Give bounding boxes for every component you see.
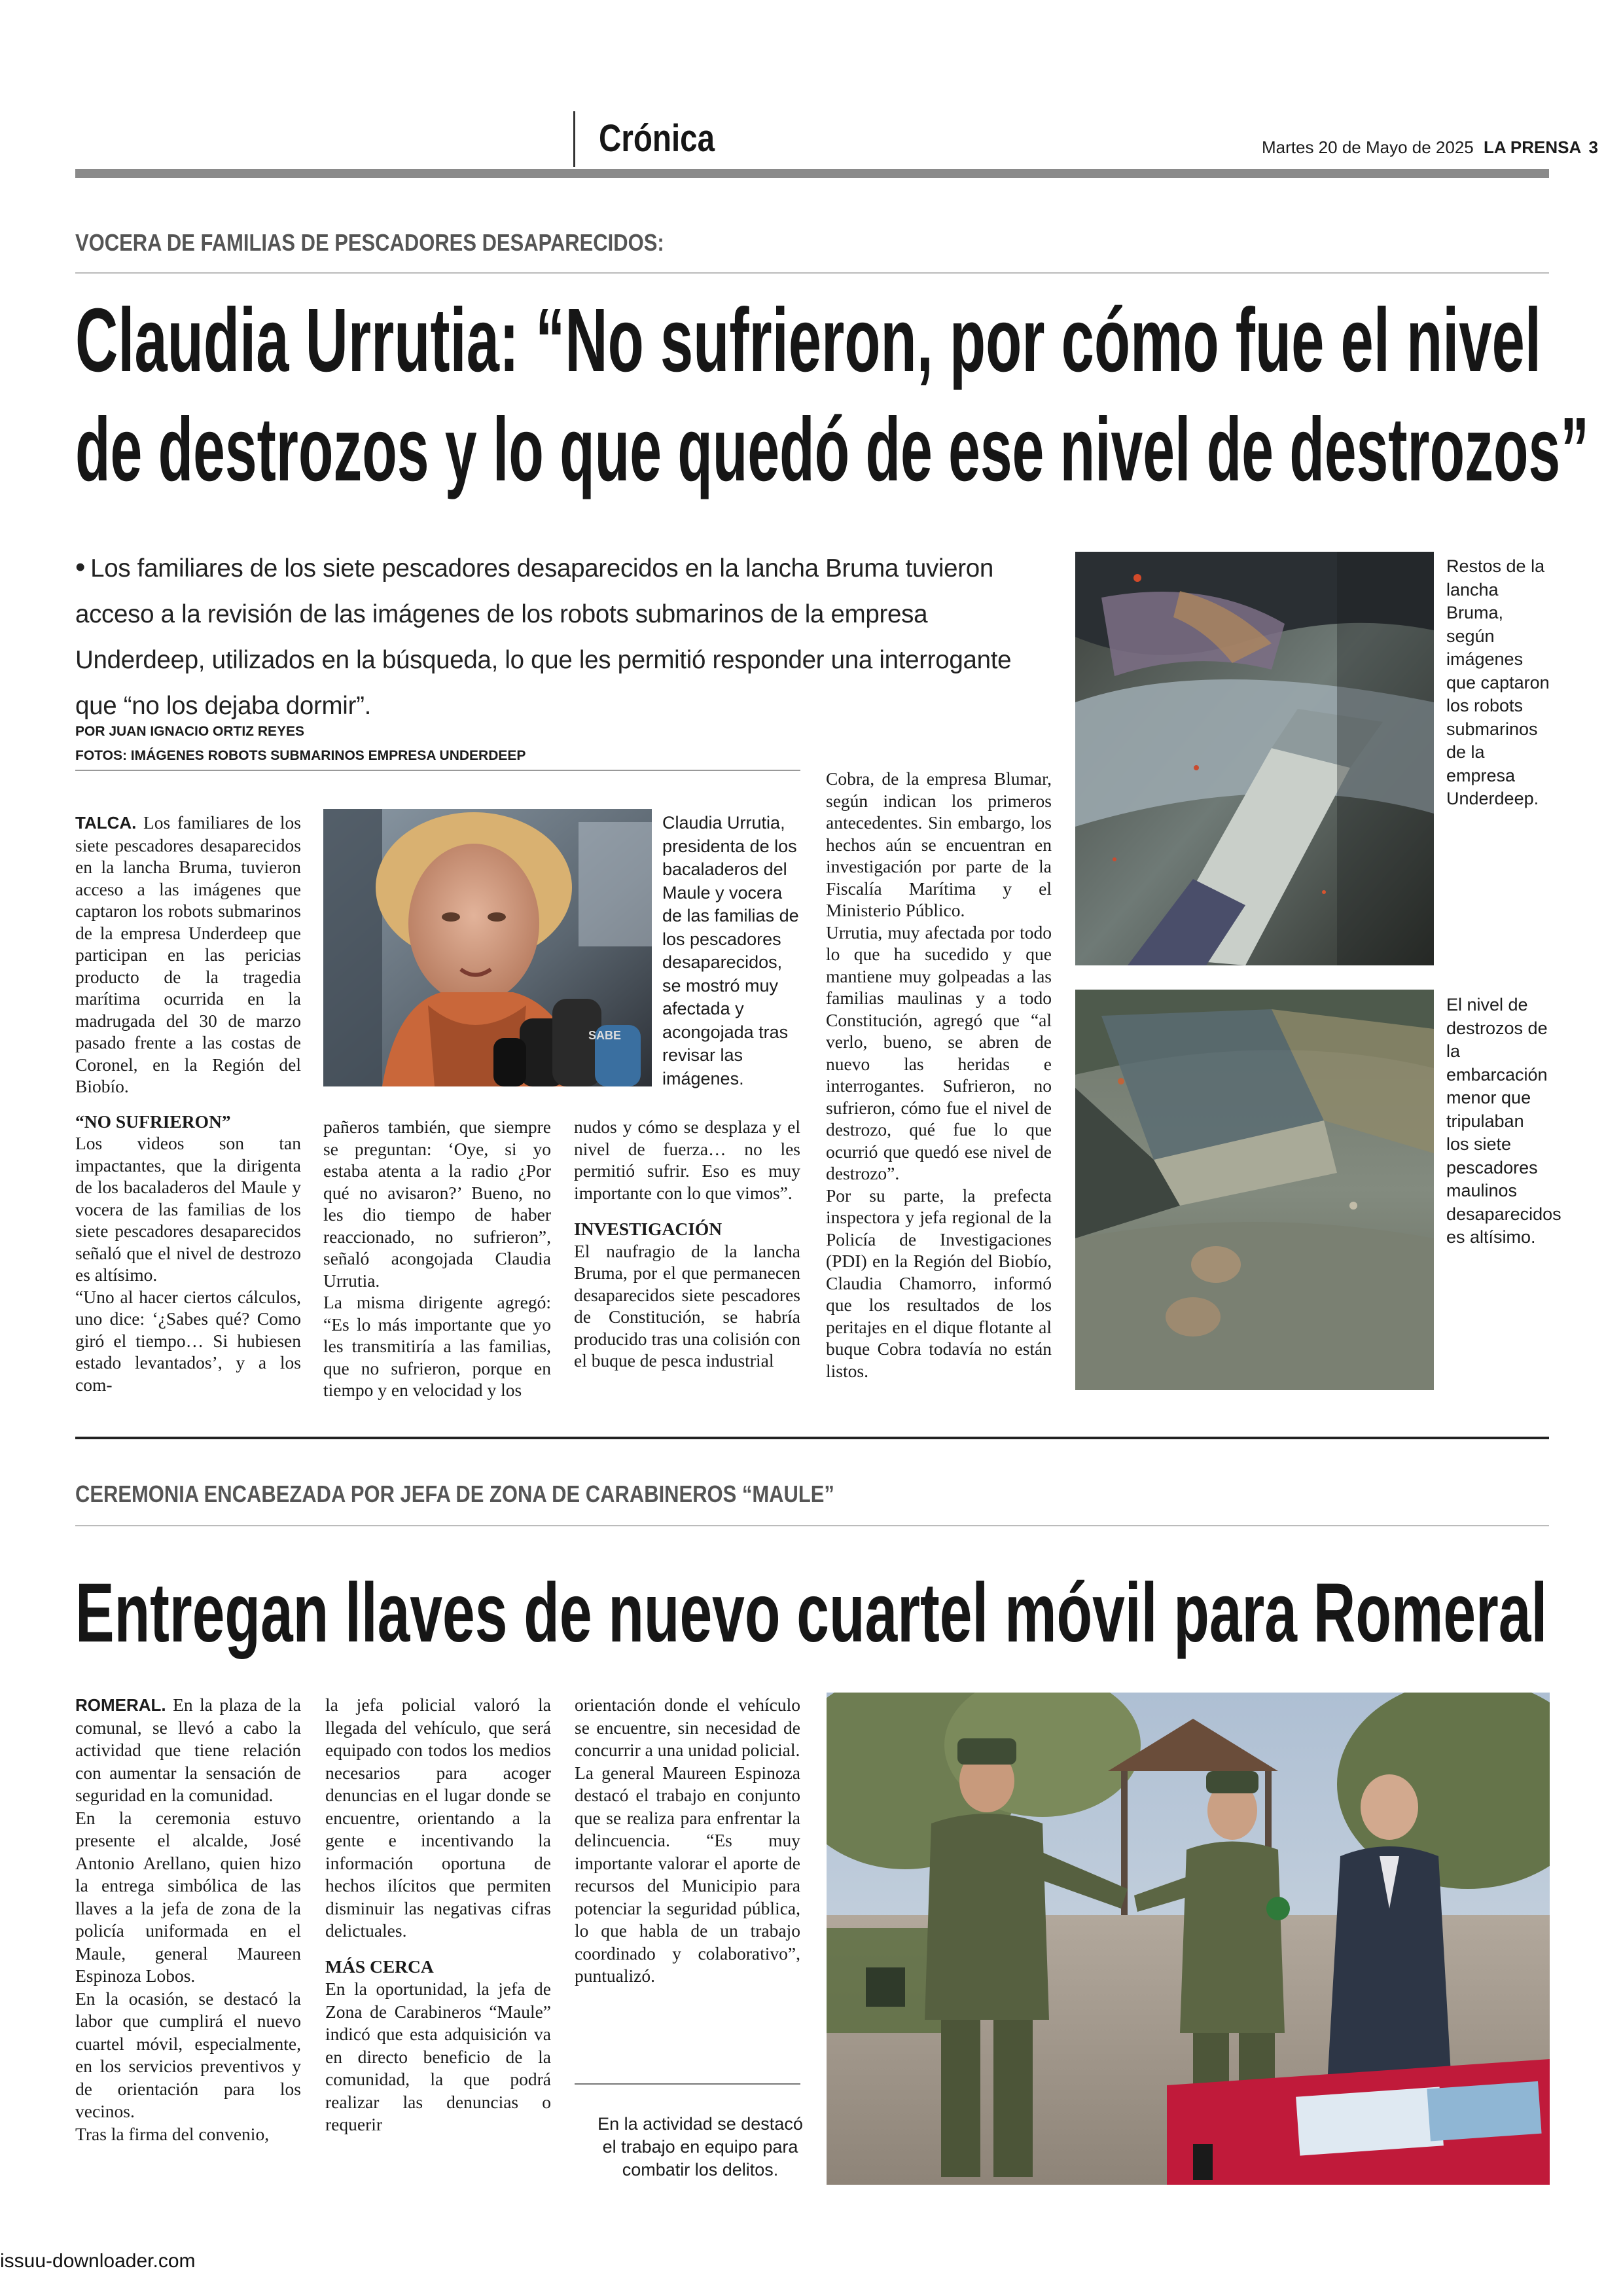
article1-col3-p1: nudos y cómo se desplaza y el nivel de fuerza… no les permitió sufrir. Eso es muy importante con lo que vimos”.: [574, 1117, 800, 1203]
article1-subhead-no-sufrieron: “NO SUFRIERON”: [75, 1111, 231, 1132]
header-paper: LA PRENSA: [1484, 137, 1582, 157]
underwater-photo-2-illustration: [1075, 990, 1434, 1390]
article2-col3-p2: La general Maureen Espinoza destacó el trabajo en conjunto que se realiza para enfrentar la delincuencia. “Es muy importante valorar el aporte de recursos del Municipio para potenciar la seguridad pública, lo que habla de un trabajo coordinado y colaborativo”, puntualizó.: [575, 1762, 800, 1986]
article2-col2-p2: En la oportunidad, la jefa de Zona de Carabineros “Maule” indicó que esta adquisición va en directo beneficio de la comunidad, la que podrá realizar las denuncias o requerir: [325, 1979, 551, 2134]
article1-column-2: [323, 1116, 551, 1401]
underwater-photo-2: [1075, 990, 1434, 1390]
section-title: Crónica: [599, 117, 715, 160]
article1-dateline: TALCA.: [75, 813, 137, 833]
article2-col1-p2: En la ceremonia estuvo presente el alcalde, José Antonio Arellano, quien hizo la entrega simbólica de las llaves a la jefa de zona de la policía uniformada en el Maule, general Maureen Espinoza Lobos.: [75, 1807, 301, 1986]
article-separator: [75, 1437, 1549, 1439]
article1-col4-p2: Urrutia, muy afectada por todo lo que ha sucedido y que mantiene muy golpeadas a las familias maulinas y a todo Constitución, agregó que “al verlo, bueno, se abren de nuevo las heridas e interrogantes. Sufrieron, no sufrieron, cómo fue el nivel de destrozo, qué fue lo que ocurrió que quedó ese nivel de destrozo”.: [826, 922, 1052, 1183]
article1-summary-block: [75, 545, 1037, 729]
underwater-photo-1-illustration: [1075, 552, 1434, 965]
header-page-number: 3: [1588, 137, 1598, 157]
bullet-icon: •: [75, 551, 86, 583]
article1-col4-p3: Por su parte, la prefecta inspectora y jefa regional de la Policía de Investigaciones (PDI) en la Región del Biobío, Claudia Chamorro, informó que los resultados de los peritajes en el dique flotante al buque Cobra todavía no están listos.: [826, 1185, 1052, 1381]
article2-column-1: [75, 1694, 301, 2145]
article1-column-3: [574, 1116, 800, 1372]
ceremony-photo-illustration: [827, 1693, 1550, 2185]
article2-caption-rule: [575, 2083, 800, 2085]
article1-col2-p2: La misma dirigente agregó: “Es lo más importante que yo les transmitiría a las familias, que no sufrieron, porque en tiempo y en velocidad y los: [323, 1292, 551, 1400]
article2-col1-p1: En la plaza de la comunal, se llevó a cabo la actividad que tiene relación con aumentar la sensación de seguridad en la comunidad.: [75, 1695, 301, 1805]
article2-col3-p1: orientación donde el vehículo se encuentre, sin necesidad de concurrir a una unidad policial.: [575, 1695, 800, 1760]
article2-kicker-rule: [75, 1525, 1549, 1526]
article1-col2-p1: pañeros también, que siempre se preguntan: ‘Oye, si yo estaba atenta a la radio ¿Por qué no avisaron?’ Bueno, no les dio tiempo de haber reaccionado, no sufrieron”, señaló acongojada Claudia Urrutia.: [323, 1117, 551, 1291]
article1-byline: POR JUAN IGNACIO ORTIZ REYES: [75, 724, 305, 739]
article1-summary: Los familiares de los siete pescadores desaparecidos en la lancha Bruma tuvieron acceso a la revisión de las imágenes de los robots submarinos de la empresa Underdeep, utilizados en la búsqueda, lo que les permitió responder una interrogante que “no los dejaba dormir”.: [75, 554, 1012, 720]
article2-col1-p3: En la ocasión, se destacó la labor que cumplirá el nuevo cuartel móvil, especialmente, en los servicios preventivos y de orientación para los vecinos.: [75, 1988, 301, 2121]
article1-headline-line1: Claudia Urrutia: “No sufrieron, por cómo fue el nivel: [75, 290, 1541, 391]
article1-col3-p2: El naufragio de la lancha Bruma, por el que permanecen desaparecidos siete pescadores de Constitución, se habría producido tras una colisión con el buque de pesca industrial: [574, 1240, 800, 1371]
article1-kicker: VOCERA DE FAMILIAS DE PESCADORES DESAPARECIDOS:: [75, 229, 664, 256]
article1-subhead-investigacion: INVESTIGACIÓN: [574, 1219, 722, 1239]
header-divider: [573, 111, 575, 167]
portrait-caption: Claudia Urrutia, presidenta de los bacaladeros del Maule y vocera de las familias de los pescadores desaparecidos, se mostró muy afectada y acongojada tras revisar las imágenes.: [662, 813, 799, 1088]
header-date: Martes 20 de Mayo de 2025: [1262, 137, 1474, 157]
article2-col1-p4: Tras la firma del convenio,: [75, 2123, 270, 2144]
article1-column-4: [826, 768, 1052, 1382]
article1-col1-p3: “Uno al hacer ciertos cálculos, uno dice: ‘¿Sabes qué? Como giró el tiempo… Si hubiesen estado levantados’, y a los com-: [75, 1286, 301, 1395]
article1-photo-credit: FOTOS: IMÁGENES ROBOTS SUBMARINOS EMPRESA UNDERDEEP: [75, 748, 526, 763]
ceremony-photo: [827, 1693, 1550, 2185]
article2-subhead-mas-cerca: MÁS CERCA: [325, 1956, 434, 1977]
article1-headline-line2: de destrozos y lo que quedó de ese nivel de destrozos”: [75, 399, 1589, 500]
article1-kicker-rule: [75, 272, 1549, 274]
article1-col1-p1: Los familiares de los siete pescadores desaparecidos en la lancha Bruma, tuvieron acceso a las imágenes que captaron los robots submarinos de la empresa Underdeep que participan en las pericias producto de la tragedia marítima ocurrida en la madrugada del 30 de marzo pasado frente a las costas de Coronel, en la Región del Biobío.: [75, 812, 301, 1096]
article2-headline: Entregan llaves de nuevo cuartel móvil para Romeral: [75, 1566, 1548, 1660]
portrait-photo-illustration: [323, 809, 652, 1086]
ceremony-photo-caption: En la actividad se destacó el trabajo en equipo para combatir los delitos.: [597, 2114, 803, 2179]
article2-column-3: [575, 1694, 800, 1988]
underwater-photo-2-caption: El nivel de destrozos de la embarcación menor que tripulaban los siete pescadores maulinos desaparecidos es altísimo.: [1446, 995, 1561, 1247]
portrait-mic-label: SABE: [588, 1029, 622, 1042]
header-date-line: [1262, 137, 1598, 158]
footer-watermark[interactable]: issuu-downloader.com: [0, 2250, 196, 2272]
article1-column-1: [75, 812, 301, 1395]
article1-byline-rule: [75, 770, 800, 771]
article2-dateline: ROMERAL.: [75, 1695, 166, 1715]
article2-column-2: [325, 1694, 551, 2136]
article2-col2-p1: la jefa policial valoró la llegada del vehículo, que será equipado con todos los medios necesarios para acoger denuncias en el lugar donde se encuentre, orientando a la gente e incentivando la información oportuna de hechos ilícitos que permiten disminuir las negativas cifras delictuales.: [325, 1695, 551, 1941]
article1-col1-p2: Los videos son tan impactantes, que la dirigenta de los bacaladeros del Maule y vocera de las familias de los siete pescadores desaparecidos señaló que el nivel de destrozo es altísimo.: [75, 1133, 301, 1285]
article1-col4-p1: Cobra, de la empresa Blumar, según indican los primeros antecedentes. Sin embargo, los hechos aún se encuentran en investigación por parte de la Fiscalía Marítima y el Ministerio Público.: [826, 768, 1052, 920]
underwater-photo-1: [1075, 552, 1434, 965]
underwater-photo-1-caption: Restos de la lancha Bruma, según imágenes que captaron los robots submarinos de la empresa Underdeep.: [1446, 556, 1550, 808]
article2-kicker: CEREMONIA ENCABEZADA POR JEFA DE ZONA DE CARABINEROS “MAULE”: [75, 1480, 834, 1507]
portrait-photo: [323, 809, 652, 1086]
header-bar: [75, 169, 1549, 178]
